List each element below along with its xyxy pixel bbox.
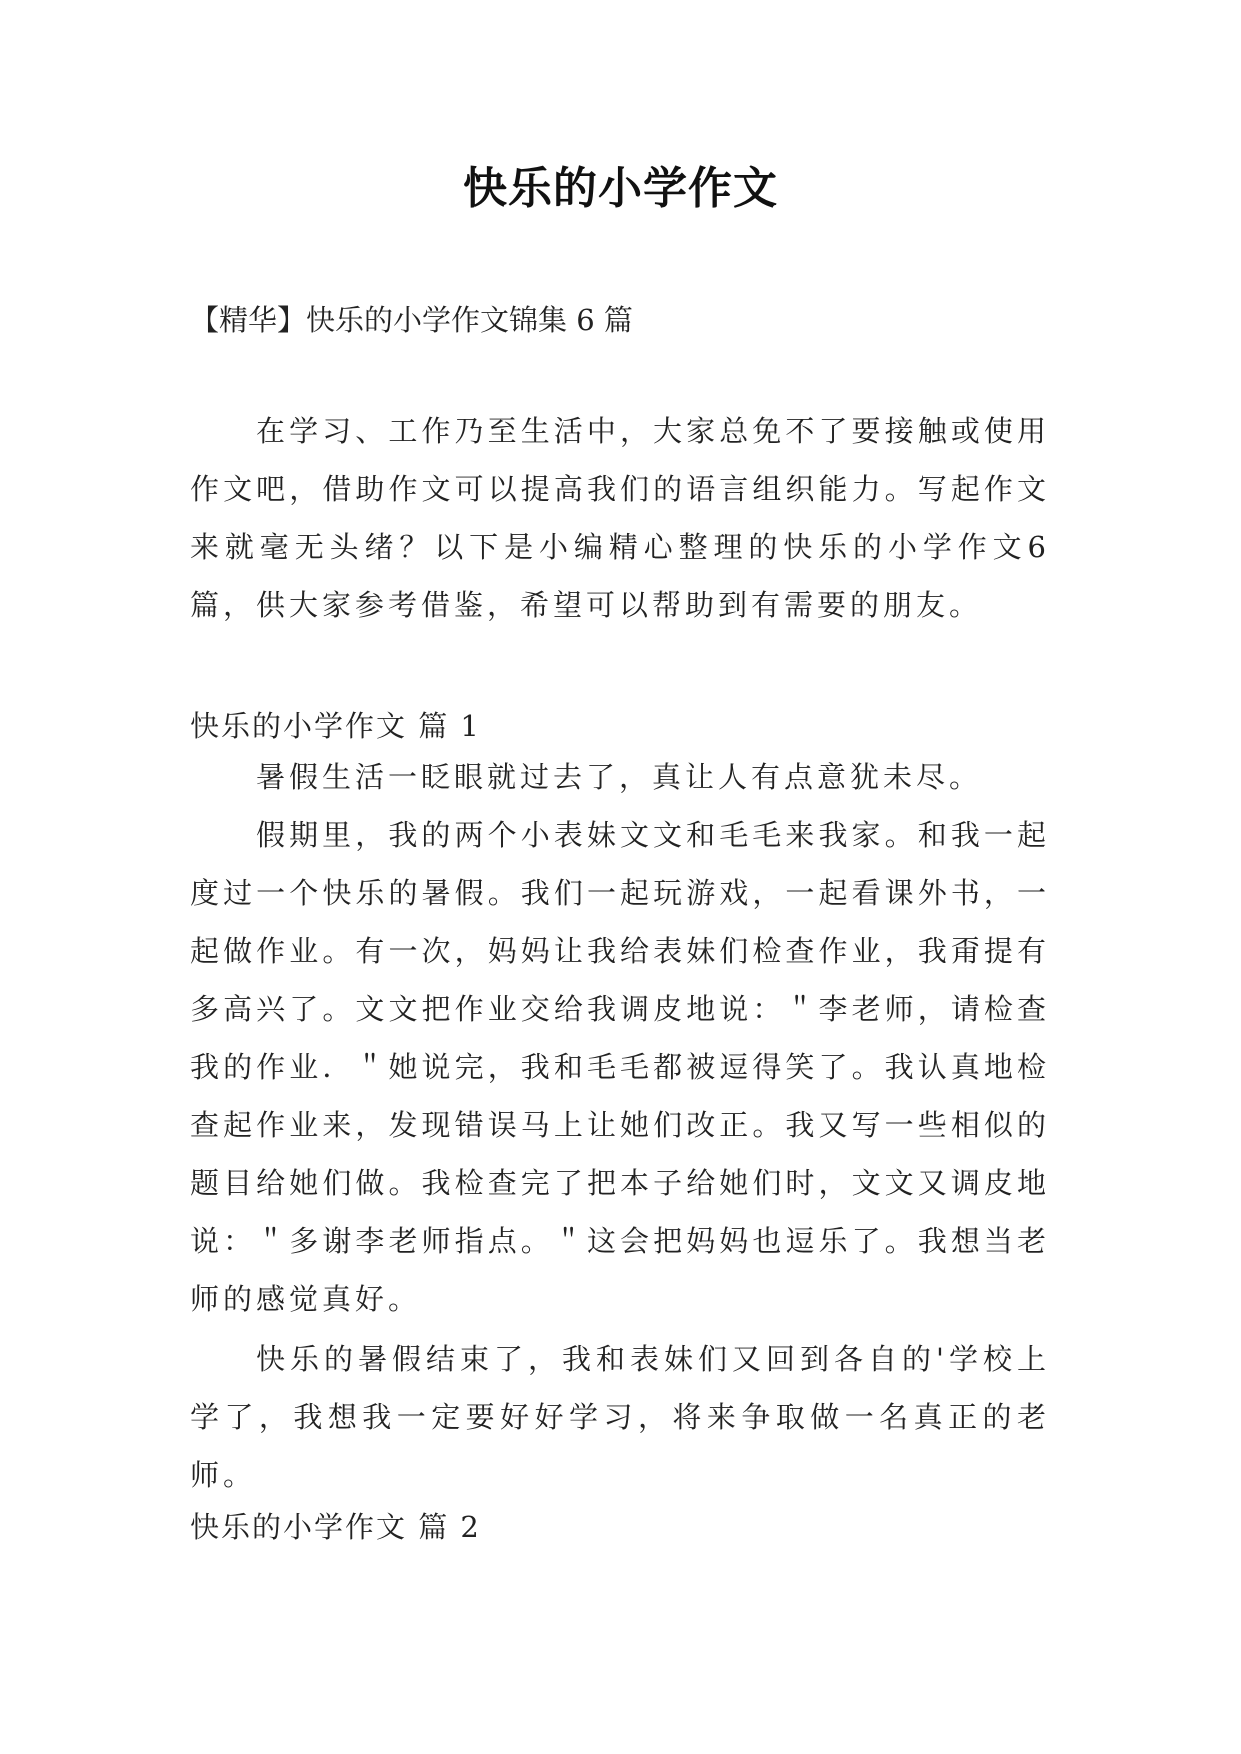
essay-1-paragraph-3: 快乐的暑假结束了，我和表妹们又回到各自的'学校上学了，我想我一定要好好学习，将来争取做一名真正的老师。 — [190, 1342, 1050, 1492]
essay-1-heading: 快乐的小学作文 篇 1 — [190, 709, 481, 743]
document-title: 快乐的小学作文 — [463, 163, 778, 214]
essay-2-heading: 快乐的小学作文 篇 2 — [190, 1510, 481, 1544]
intro-paragraph: 在学习、工作乃至生活中，大家总免不了要接触或使用作文吧，借助作文可以提高我们的语言组织能力。写起作文来就毫无头绪？以下是小编精心整理的快乐的小学作文6篇，供大家参考借鉴，希望可以帮助到有需要的朋友。 — [190, 414, 1050, 622]
document-subtitle: 【精华】快乐的小学作文锦集 6 篇 — [190, 303, 633, 337]
essay-1-paragraph-2: 假期里，我的两个小表妹文文和毛毛来我家。和我一起度过一个快乐的暑假。我们一起玩游戏，一起看课外书，一起做作业。有一次，妈妈让我给表妹们检查作业，我甭提有多高兴了。文文把作业交给我调皮地说：＂李老师，请检查我的作业．＂她说完，我和毛毛都被逗得笑了。我认真地检查起作业来，发现错误马上让她们改正。我又写一些相似的题目给她们做。我检查完了把本子给她们时，文文又调皮地说：＂多谢李老师指点。＂这会把妈妈也逗乐了。我想当老师的感觉真好。 — [190, 818, 1050, 1316]
essay-1-paragraph-1: 暑假生活一眨眼就过去了，真让人有点意犹未尽。 — [256, 760, 983, 794]
